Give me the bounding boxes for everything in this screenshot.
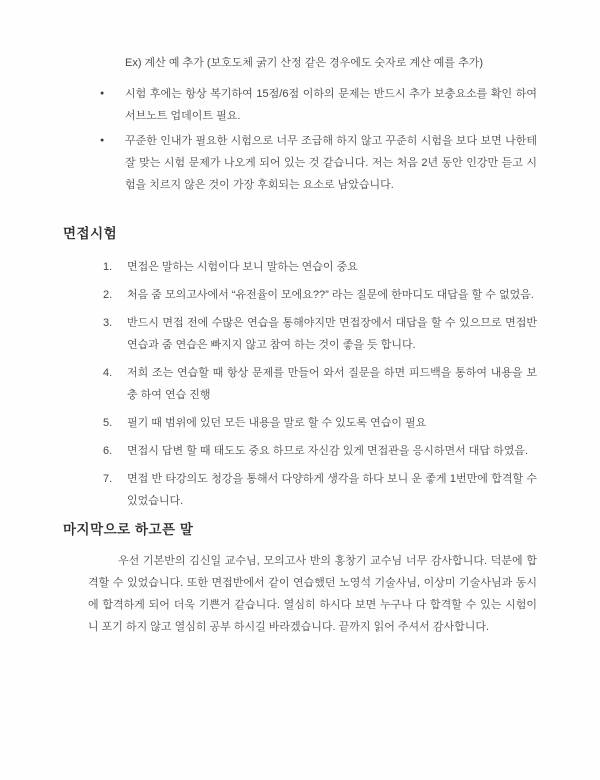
item-text: 면접시 답변 할 때 태도도 중요 하므로 자신감 있게 면접관을 응시하면서 대답 하였음. <box>127 445 529 457</box>
closing-section-heading: 마지막으로 하고픈 말 <box>63 522 194 537</box>
bullet-item <box>100 83 537 127</box>
bullet-text: 시험 후에는 항상 복기하여 15점/6점 이하의 문제는 반드시 추가 보충요소를 확인 하여 서브노트 업데이트 필요. <box>125 88 537 122</box>
bullet-text: 꾸준한 인내가 필요한 시험으로 너무 조급해 하지 않고 꾸준히 시험을 보다 보면 나한테 잘 맞는 시험 문제가 나오게 되어 있는 것 같습니다. 저는 처음 2년 동안 인강만 듣고 시험을 치르지 않은 것이 가장 후회되는 요소로 남았습니다. <box>125 135 537 191</box>
item-number: 1. <box>103 261 113 273</box>
item-text: 반드시 면접 전에 수많은 연습을 통해야지만 면접장에서 대답을 할 수 있으므로 면접반 연습과 줌 연습은 빠지지 않고 참여 하는 것이 좋을 듯 합니다. <box>127 317 537 351</box>
item-number: 6. <box>103 445 113 457</box>
numbered-list-item <box>103 362 537 406</box>
numbered-list-item <box>103 468 537 512</box>
item-text: 저희 조는 연습할 때 항상 문제를 만들어 와서 질문을 하면 피드백을 통하여 내용을 보충 하여 연습 진행 <box>127 367 537 401</box>
item-text: 면접 반 타강의도 청강을 통해서 다양하게 생각을 하다 보니 운 좋게 1번만에 합격할 수 있었습니다. <box>127 473 537 507</box>
bullet-item <box>100 130 537 196</box>
bullet-marker: ● <box>100 90 105 97</box>
item-text: 처음 줌 모의고사에서 “유전율이 모에요??” 라는 질문에 한마디도 대답을 할 수 없었음. <box>127 289 534 301</box>
closing-paragraph: 우선 기본반의 김신일 교수님, 모의고사 반의 홍창기 교수님 너무 감사합니다. 덕분에 합격할 수 있었습니다. 또한 면접반에서 같이 연습했던 노영석 기술사님, 이상미 기술사님과 동시에 합격하게 되어 더욱 기쁜거 같습니다. 열심히 하시다 보면 누구나 다 합격할 수 있는 시험이니 포기 하지 않고 열심히 공부 하시길 바라겠습니다. 끝까지 읽어 주셔서 감사합니다. <box>88 555 537 633</box>
item-text: 면접은 말하는 시험이다 보니 말하는 연습이 중요 <box>127 261 358 273</box>
item-number: 5. <box>103 417 113 429</box>
bullet-list <box>0 83 600 196</box>
interview-section-heading: 면접시험 <box>63 226 118 241</box>
numbered-list-item <box>103 312 537 356</box>
numbered-list-item <box>103 256 537 278</box>
numbered-list-item <box>103 284 537 306</box>
numbered-list-item <box>103 440 537 462</box>
bullet-marker: ● <box>100 137 105 144</box>
item-number: 2. <box>103 289 113 301</box>
numbered-list-item <box>103 412 537 434</box>
item-number: 7. <box>103 473 113 485</box>
item-number: 4. <box>103 367 113 379</box>
item-number: 3. <box>103 317 113 329</box>
interview-numbered-list <box>0 256 600 512</box>
example-note-line: Ex) 계산 예 추가 (보호도체 굵기 산정 같은 경우에도 숫자로 계산 예를 추가) <box>125 57 484 69</box>
item-text: 필기 때 범위에 있던 모든 내용을 말로 할 수 있도록 연습이 필요 <box>127 417 427 429</box>
